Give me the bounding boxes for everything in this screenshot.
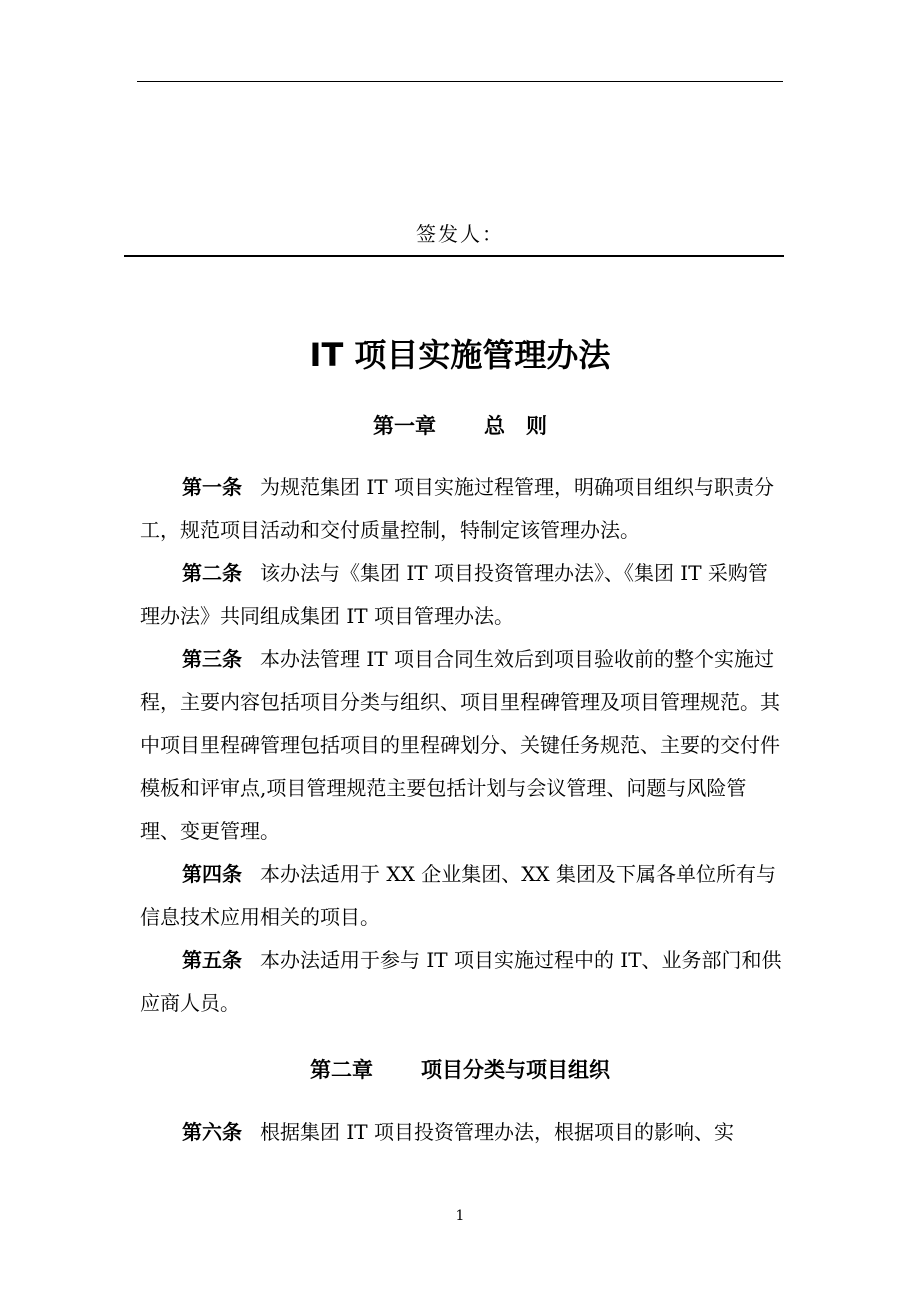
page-number: 1 [455,1208,465,1224]
article-text: 该办法与《集团 IT 项目投资管理办法》、《集团 IT 采购管理办法》共同组成集团 IT 项目管理办法。 [140,561,768,628]
article-number: 第一条 [182,475,242,499]
article-text: 本办法适用于参与 IT 项目实施过程中的 IT、业务部门和供应商人员。 [140,948,782,1015]
chapter-number: 第二章 [310,1058,373,1082]
article-paragraph [140,638,784,853]
article-text: 本办法适用于 XX 企业集团、XX 集团及下属各单位所有与信息技术应用相关的项目。 [140,862,777,929]
header-rule [137,81,783,82]
chapter-heading [0,410,920,440]
article-text: 根据集团 IT 项目投资管理办法，根据项目的影响、实 [260,1120,734,1144]
article-paragraph [140,939,784,1025]
article-paragraph [140,1111,784,1154]
article-paragraph [140,552,784,638]
signer-rule [124,255,784,257]
article-number: 第三条 [182,647,242,671]
article-text: 为规范集团 IT 项目实施过程管理，明确项目组织与职责分工，规范项目活动和交付质量控制，特制定该管理办法。 [140,475,774,542]
article-number: 第五条 [182,948,242,972]
document-title: IT 项目实施管理办法 [309,336,611,374]
chapter-name: 项目分类与项目组织 [421,1058,610,1082]
article-paragraph [140,853,784,939]
article-number: 第四条 [182,862,242,886]
chapter-name: 总 则 [484,414,547,438]
signer-label: 签发人： [416,222,504,246]
article-paragraph [140,466,784,552]
chapter-heading [0,1054,920,1084]
chapter-number: 第一章 [373,414,436,438]
article-text: 本办法管理 IT 项目合同生效后到项目验收前的整个实施过程，主要内容包括项目分类与组织、项目里程碑管理及项目管理规范。其中项目里程碑管理包括项目的里程碑划分、关键任务规范、主要的交付件模板和评审点,项目管理规范主要包括计划与会议管理、问题与风险管理、变更管理。 [140,647,780,843]
article-number: 第六条 [182,1120,242,1144]
article-number: 第二条 [182,561,242,585]
